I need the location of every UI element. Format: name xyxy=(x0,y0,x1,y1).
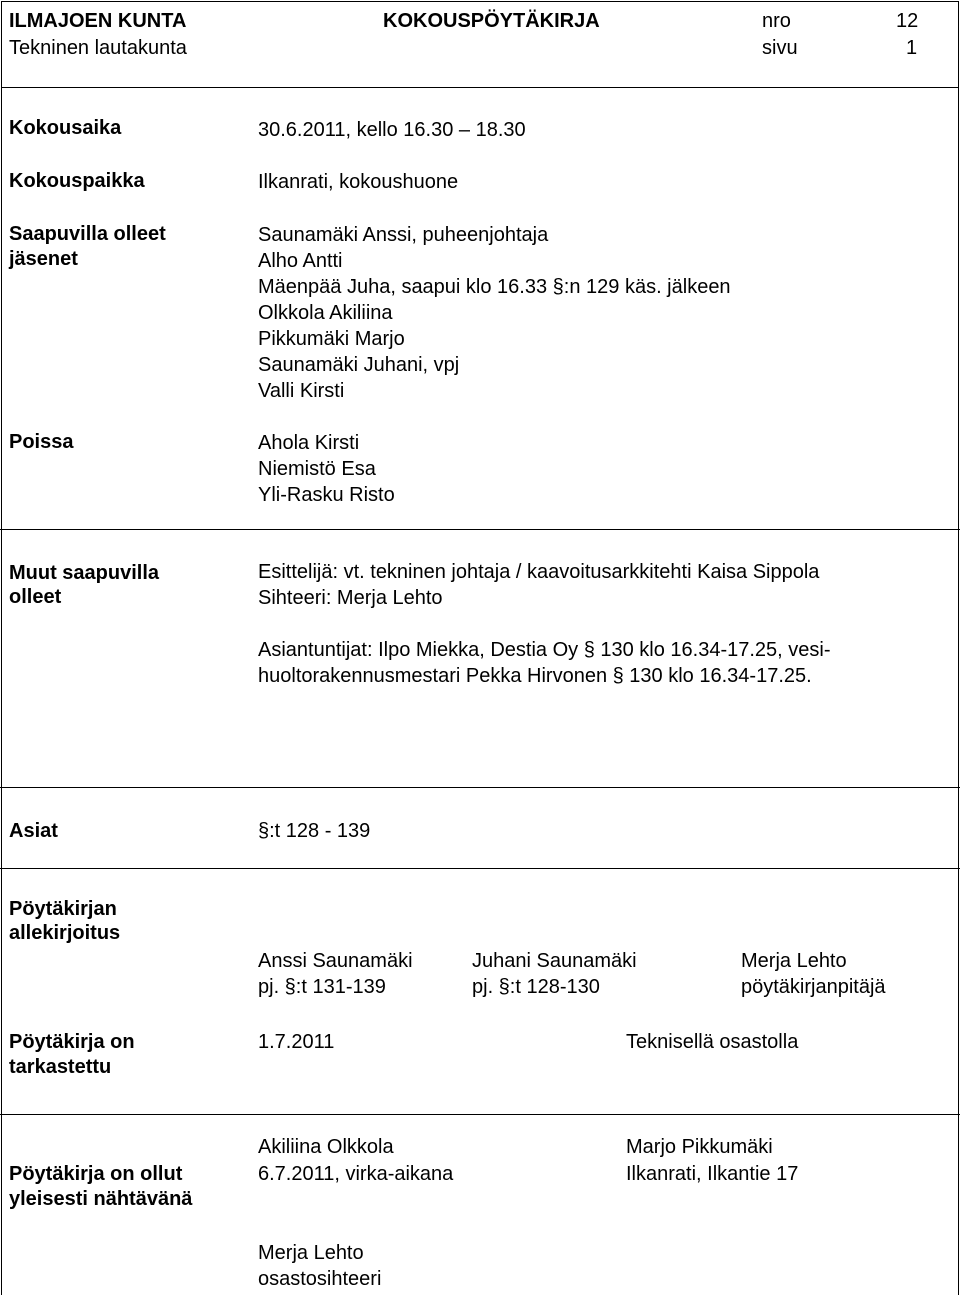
secretary-line: Sihteeri: Merja Lehto xyxy=(258,587,443,609)
meeting-time-value: 30.6.2011, kello 16.30 – 18.30 xyxy=(258,119,526,141)
public-location: Ilkanrati, Ilkantie 17 xyxy=(626,1163,799,1185)
meeting-place-label: Kokouspaikka xyxy=(9,170,145,192)
present-member: Saunamäki Juhani, vpj xyxy=(258,354,460,376)
absent-member: Ahola Kirsti xyxy=(258,432,360,454)
present-label-cont: jäsenet xyxy=(9,248,78,270)
signer-role: pöytäkirjanpitäjä xyxy=(741,976,886,998)
divider xyxy=(0,868,960,869)
present-label: Saapuvilla olleet xyxy=(9,223,166,245)
signer-role: pj. §:t 128-130 xyxy=(472,976,600,998)
checked-label-cont: tarkastettu xyxy=(9,1056,112,1078)
present-member: Mäenpää Juha, saapui klo 16.33 §:n 129 käs. jälkeen xyxy=(258,276,731,298)
board-name: Tekninen lautakunta xyxy=(9,37,187,59)
matters-value: §:t 128 - 139 xyxy=(258,820,371,842)
signature-label-cont: allekirjoitus xyxy=(9,922,121,944)
present-member: Valli Kirsti xyxy=(258,380,345,402)
signer-name: Merja Lehto xyxy=(741,950,847,972)
absent-member: Yli-Rasku Risto xyxy=(258,484,395,506)
public-date: 6.7.2011, virka-aikana xyxy=(258,1163,454,1185)
experts-line-cont: huoltorakennusmestari Pekka Hirvonen § 130 klo 16.34-17.25. xyxy=(258,665,812,687)
others-label-cont: olleet xyxy=(9,586,62,608)
page-label: sivu xyxy=(762,37,798,59)
checked-place: Teknisellä osastolla xyxy=(626,1031,799,1053)
signer-name: Juhani Saunamäki xyxy=(472,950,637,972)
presenter-line: Esittelijä: vt. tekninen johtaja / kaavoitusarkkitehti Kaisa Sippola xyxy=(258,561,820,583)
public-label: Pöytäkirja on ollut xyxy=(9,1163,183,1185)
public-label-cont: yleisesti nähtävänä xyxy=(9,1188,193,1210)
meeting-place-value: Ilkanrati, kokoushuone xyxy=(258,171,459,193)
nro-value: 12 xyxy=(896,10,919,32)
divider xyxy=(0,787,960,788)
signer-name: Anssi Saunamäki xyxy=(258,950,413,972)
page-value: 1 xyxy=(906,37,918,59)
checker-name: Akiliina Olkkola xyxy=(258,1136,394,1158)
checker-name: Marjo Pikkumäki xyxy=(626,1136,773,1158)
present-member: Saunamäki Anssi, puheenjohtaja xyxy=(258,224,549,246)
secretary-title: osastosihteeri xyxy=(258,1268,382,1290)
experts-line: Asiantuntijat: Ilpo Miekka, Destia Oy § 130 klo 16.34-17.25, vesi- xyxy=(258,639,831,661)
present-member: Alho Antti xyxy=(258,250,343,272)
divider xyxy=(0,529,960,530)
divider xyxy=(0,1114,960,1115)
matters-label: Asiat xyxy=(9,820,58,842)
signature-label: Pöytäkirjan xyxy=(9,898,117,920)
present-member: Pikkumäki Marjo xyxy=(258,328,405,350)
absent-label: Poissa xyxy=(9,431,74,453)
others-label: Muut saapuvilla xyxy=(9,562,160,584)
checked-date: 1.7.2011 xyxy=(258,1031,335,1053)
meeting-time-label: Kokousaika xyxy=(9,117,122,139)
secretary-name: Merja Lehto xyxy=(258,1242,364,1264)
checked-label: Pöytäkirja on xyxy=(9,1031,135,1053)
municipality-name: ILMAJOEN KUNTA xyxy=(9,10,187,32)
signer-role: pj. §:t 131-139 xyxy=(258,976,386,998)
present-member: Olkkola Akiliina xyxy=(258,302,393,324)
nro-label: nro xyxy=(762,10,791,32)
absent-member: Niemistö Esa xyxy=(258,458,376,480)
document-type: KOKOUSPÖYTÄKIRJA xyxy=(383,10,600,32)
